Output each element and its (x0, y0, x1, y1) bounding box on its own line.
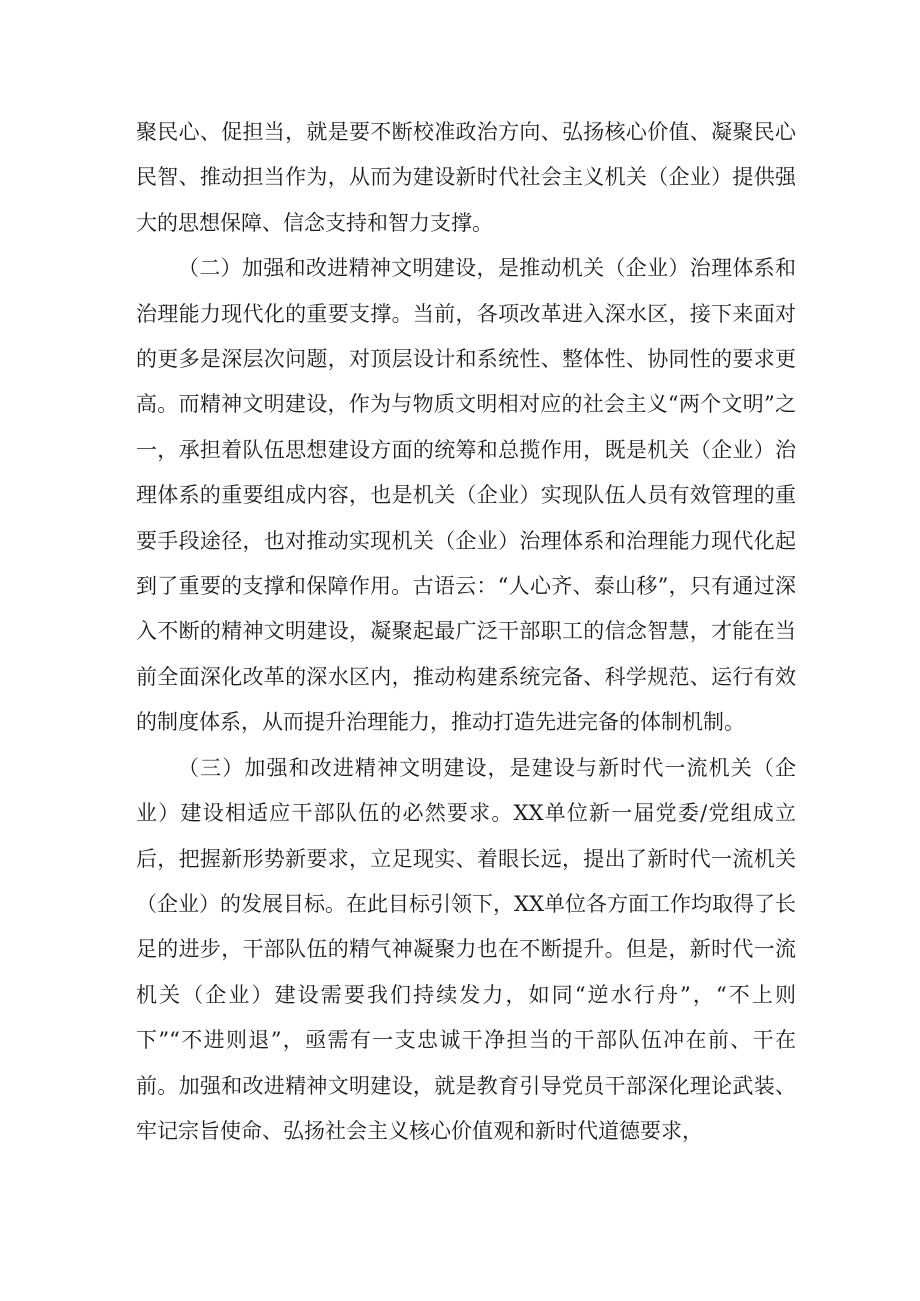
paragraph-continuation: 聚民心、促担当，就是要不断校准政治方向、弘扬核心价值、凝聚民心民智、推动担当作为，从而为建设新时代社会主义机关（企业）提供强大的思想保障、信念支持和智力支撑。 (136, 120, 796, 235)
paragraph-section-three: （三）加强和改进精神文明建设，是建设与新时代一流机关（企业）建设相适应干部队伍的必然要求。XX单位新一届党委/党组成立后，把握新形势新要求，立足现实、着眼长远，提出了新时代一流机关（企业）的发展目标。在此目标引领下，XX单位各方面工作均取得了长足的进步，干部队伍的精气神凝聚力也在不断提升。但是，新时代一流机关（企业）建设需要我们持续发力，如同“逆水行舟”，“不上则下”“不进则退”，亟需有一支忠诚干净担当的干部队伍冲在前、干在前。加强和改进精神文明建设，就是教育引导党员干部深化理论武装、牢记宗旨使命、弘扬社会主义核心价值观和新时代道德要求， (136, 755, 796, 1143)
paragraph-section-two: （二）加强和改进精神文明建设，是推动机关（企业）治理体系和治理能力现代化的重要支撑。当前，各项改革进入深水区，接下来面对的更多是深层次问题，对顶层设计和系统性、整体性、协同性的要求更高。而精神文明建设，作为与物质文明相对应的社会主义“两个文明”之一，承担着队伍思想建设方面的统筹和总揽作用，既是机关（企业）治理体系的重要组成内容，也是机关（企业）实现队伍人员有效管理的重要手段途径，也对推动实现机关（企业）治理体系和治理能力现代化起到了重要的支撑和保障作用。古语云：“人心齐、泰山移”，只有通过深入不断的精神文明建设，凝聚起最广泛干部职工的信念智慧，才能在当前全面深化改革的深水区内，推动构建系统完备、科学规范、运行有效的制度体系，从而提升治理能力，推动打造先进完备的体制机制。 (136, 256, 796, 735)
body-text (136, 110, 796, 1154)
